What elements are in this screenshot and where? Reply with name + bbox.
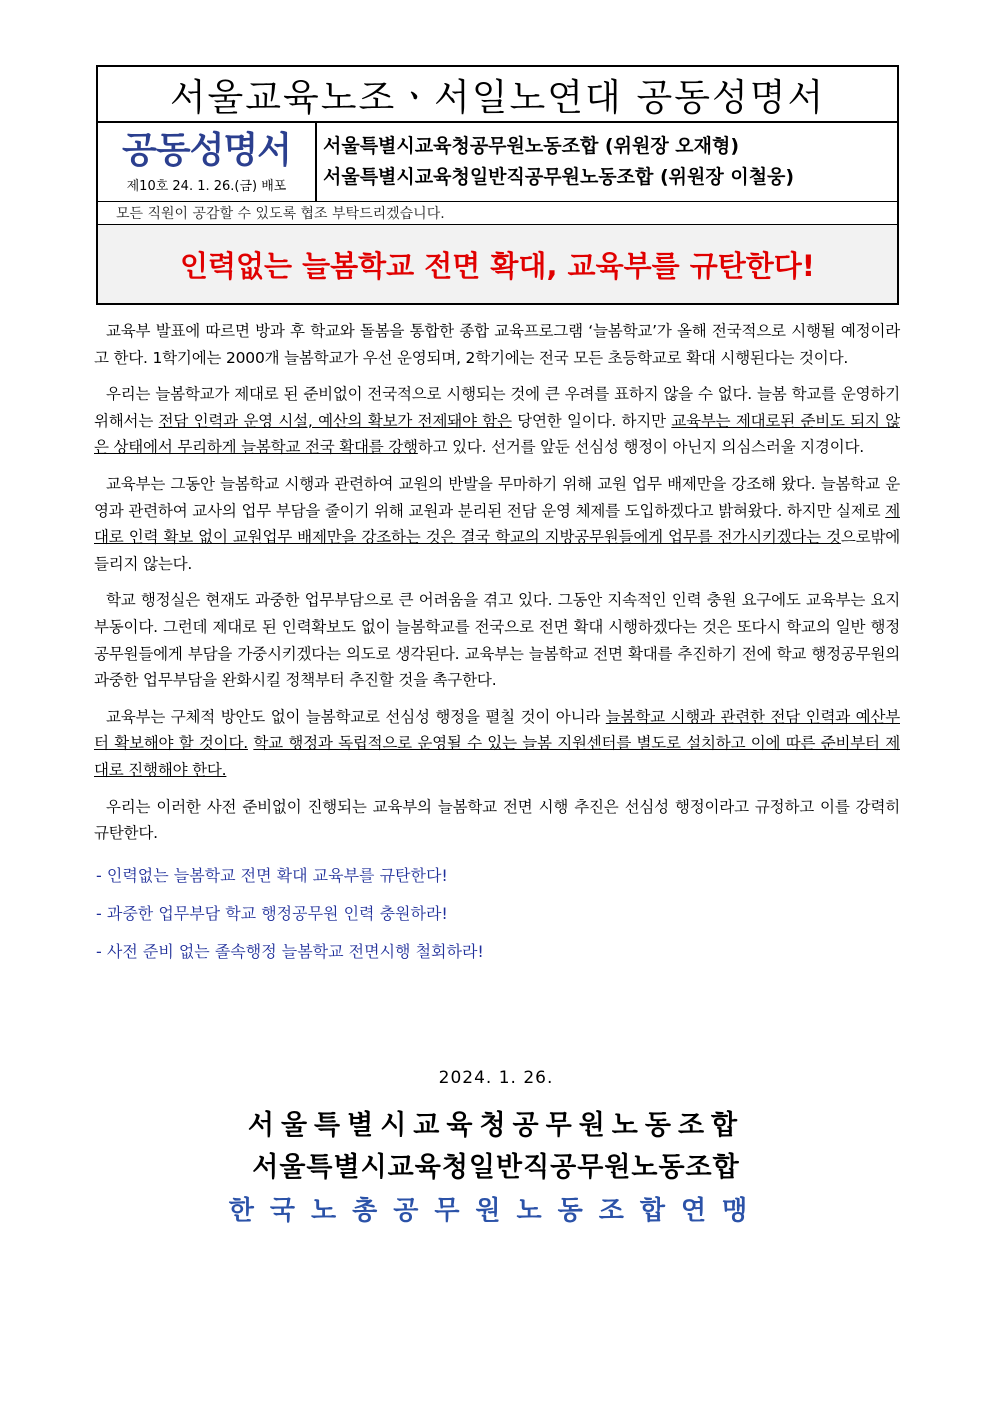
paragraph-6: 우리는 이러한 사전 준비없이 진행되는 교육부의 늘봄학교 전면 시행 추진은 선심성 행정이라고 규정하고 이를 강력히 규탄한다. (94, 797, 900, 843)
header-info-row (98, 123, 897, 202)
paragraph-4: 학교 행정실은 현재도 과중한 업무부담으로 큰 어려움을 겪고 있다. 그동안 지속적인 인력 충원 요구에도 교육부는 요지부동이다. 그런데 제대로 된 인력확보도 없이 늘봄학교를 전국으로 전면 확대 시행하겠다는 것은 또다시 학교의 일반 행정공무원들에게 부담을 가중시키겠다는 의도로 생각된다. 교육부는 늘봄학교 전면 확대를 추진하기 전에 학교 행정공무원의 과중한 업무부담을 완화시킬 정책부터 추진할 것을 촉구한다. (94, 591, 900, 690)
slogan-1: - 인력없는 늘봄학교 전면 확대 교육부를 규탄한다! (96, 865, 448, 885)
statement-header (96, 65, 899, 305)
issue-number: 제10호 24. 1. 26.(금) 배포 (126, 178, 287, 194)
paragraph-5-text-a: 교육부는 구체적 방안도 없이 늘봄학교로 선심성 행정을 펼칠 것이 아니라 (106, 707, 606, 726)
headline: 인력없는 늘봄학교 전면 확대, 교육부를 규탄한다! (179, 248, 815, 283)
union-name-1: 서울특별시교육청공무원노동조합 (위원장 오재형) (323, 135, 740, 157)
paragraph-2-underline-a: 전담 인력과 운영 시설, 예산의 확보가 전제돼야 함은 (158, 411, 512, 430)
union-names (317, 123, 897, 201)
slogan-2: - 과중한 업무부담 학교 행정공무원 인력 충원하라! (96, 903, 448, 923)
signatory-1: 서울특별시교육청공무원노동조합 (247, 1110, 745, 1141)
paragraph-3-underline: 제대로 인력 확보 없이 교원업무 배제만을 강조하는 것은 결국 학교의 지방공무원들에게 업무를 전가시키겠다는 것 (94, 501, 900, 547)
paragraph-2-underline-b: 교육부는 제대로된 준비도 되지 않은 상태에서 무리하게 늘봄학교 전국 확대를 강행 (94, 411, 901, 457)
paragraph-2-text-b: 당연한 일이다. 하지만 (511, 411, 672, 430)
statement-body (94, 318, 900, 971)
headline-row (98, 225, 897, 303)
badge-title: 공동성명서 (122, 129, 291, 171)
signatory-2: 서울특별시교육청일반직공무원노동조합 (252, 1152, 740, 1183)
union-name-2: 서울특별시교육청일반직공무원노동조합 (위원장 이철웅) (323, 166, 795, 188)
paragraph-2-text-a: 우리는 늘봄학교가 제대로 된 준비없이 전국적으로 시행되는 것에 큰 우려를 표하지 않을 수 없다. 늘봄 학교를 운영하기 위해서는 (94, 385, 900, 430)
paragraph-2-text-c: 하고 있다. 선거를 앞둔 선심성 행정이 아닌지 의심스러울 지경이다. (417, 438, 864, 457)
note-row (98, 202, 897, 225)
paragraph-1: 교육부 발표에 따르면 방과 후 학교와 돌봄을 통합한 종합 교육프로그램 ‘늘봄학교’가 올해 전국적으로 시행될 예정이라고 한다. 1학기에는 2000개 늘봄학교가 우선 운영되며, 2학기에는 전국 모든 초등학교로 확대 시행된다는 것이다. (94, 322, 900, 367)
statement-badge (98, 123, 317, 201)
cooperation-note: 모든 직원이 공감할 수 있도록 협조 부탁드리겠습니다. (116, 206, 445, 222)
paragraph-3 (94, 471, 900, 577)
paragraph-3-text-a: 교육부는 그동안 늘봄학교 시행과 관련하여 교원의 반발을 무마하기 위해 교원 업무 배제만을 강조해 왔다. 늘봄학교 운영과 관련하여 교사의 업무 부담을 줄이기 위해 교원과 분리된 전담 운영 체제를 도입하겠다고 밝혀왔다. 하지만 실제로 (94, 474, 900, 520)
paragraph-3-text-b: 으로밖에 들리지 않는다. (94, 528, 900, 573)
signatory-federation: 한국노총공무원노동조합연맹 (228, 1196, 764, 1226)
paragraph-5-underline-b: 학교 행정과 독립적으로 운영될 수 있는 늘봄 지원센터를 별도로 설치하고 이에 따른 준비부터 제대로 진행해야 한다. (94, 734, 900, 779)
main-title: 서울교육노조ㆍ서일노연대 공동성명서 (169, 76, 826, 119)
paragraph-2 (94, 381, 900, 461)
statement-date: 2024. 1. 26. (438, 1068, 554, 1088)
title-row (98, 67, 897, 123)
paragraph-5 (94, 704, 900, 784)
slogan-3: - 사전 준비 없는 졸속행정 늘봄학교 전면시행 철회하라! (96, 941, 484, 961)
paragraph-5-underline-a: 늘봄학교 시행과 관련한 전담 인력과 예산부터 확보해야 할 것이다. (94, 707, 900, 753)
